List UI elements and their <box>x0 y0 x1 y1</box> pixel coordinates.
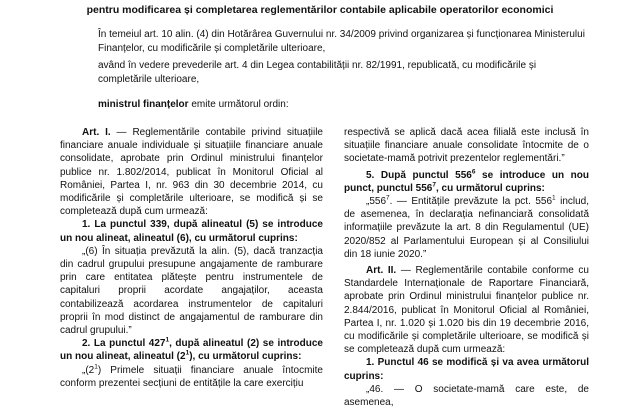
article-1-label: Art. I. <box>82 127 111 138</box>
amendment-a-quote: „46. — O societate-mamă care este, de asemenea, <box>344 383 589 409</box>
amendment-4-quote-continued: respectivă se aplică dacă acea filială este inclusă în situațiile financiare anuale consolidate întocmite de o societate-mamă potrivit prezentelor reglementări.” <box>344 127 589 165</box>
article-1 <box>60 126 323 218</box>
article-1-text: — Reglementările contabile privind situațiile financiare anuale individuale și situațiile financiare anuale consolidate, aprobate prin Ordinul ministrului finanțelor publice nr. 1.802/2014, publicat în Monitorul Oficial al României, Partea I, nr. 963 din 30 decembrie 2014, cu modificările și completările ulterioare, se modifică și se completează după cum urmează: <box>60 127 323 218</box>
minister-statement <box>98 98 289 111</box>
document-title: pentru modificarea și completarea reglementărilor contabile aplicabile operatorilor economici <box>86 4 554 16</box>
article-2-text: — Reglementările contabile conforme cu Standardele Internaționale de Raportare Financiară, aprobate prin Ordinul ministrului finanțelor publice nr. 2.844/2016, publicat în Monitorul Oficial al României, Partea I, nr. 1.020 și 1.020 bis din 19 decembrie 2016, cu modificările și completările ulterioare, se modifică și se completează după cum urmează: <box>344 265 589 356</box>
preamble-legal-basis: În temeiul art. 10 alin. (4) din Hotărârea Guvernului nr. 34/2009 privind organizarea și funcționarea Ministerului Finanțelor, cu modificările și completările ulterioare, <box>98 29 585 54</box>
amendment-1-quote: „(6) În situația prevăzută la alin. (5), dacă tranzacția din cadrul grupului presupune angajamente de ramburare prin care entitatea plătește pentru instrumentele de capitaluri proprii acordate angajaților, aceasta contabilizează acordarea instrumentelor de capitaluri proprii în mod distinct de angajamentul de ramburare din cadrul grupului.” <box>60 245 323 337</box>
left-column <box>60 126 323 390</box>
minister-statement-rest: emite următorul ordin: <box>188 99 289 110</box>
amendment-5-quote: $„556^7$. — Entitățile prevăzute la pct. $556^1$ includ, de asemenea, în declarația nefinanciară consolidată informațiile prevăzute la art. 8 din Regulamentul (UE) 2020/852 al Parlamentului European și al Consiliului din 18 iunie 2020.” <box>344 194 590 260</box>
amendment-1-heading: 1. La punctul 339, după alineatul (5) se introduce un nou alineat, alineatul (6), cu următorul cuprins: <box>60 219 323 244</box>
amendment-5-heading: 5. După punctul $556^6$ se introduce un nou punct, punctul $556^7$, cu următorul cuprins: <box>344 168 589 194</box>
preamble <box>98 28 588 90</box>
amendment-2-heading: 2. La punctul $427^1$, după alineatul (2) se introduce un nou alineat, alineatul $(2^1)$, cu următorul cuprins: <box>60 336 323 363</box>
amendment-2-quote: $„(2^1)$ Primele situații financiare anuale întocmite conform prezentei secțiuni de entitățile la care exercițiu <box>60 363 323 389</box>
right-column <box>344 126 589 409</box>
preamble-considering: având în vedere prevederile art. 4 din Legea contabilității nr. 82/1991, republicată, cu modificările și completările ulterioare, <box>98 60 537 85</box>
article-2 <box>344 264 589 356</box>
minister-title: ministrul finanțelor <box>98 99 189 110</box>
article-2-label: Art. II. <box>366 265 397 277</box>
amendment-a-heading: 1. Punctul 46 se modifică și va avea următorul cuprins: <box>344 357 589 382</box>
